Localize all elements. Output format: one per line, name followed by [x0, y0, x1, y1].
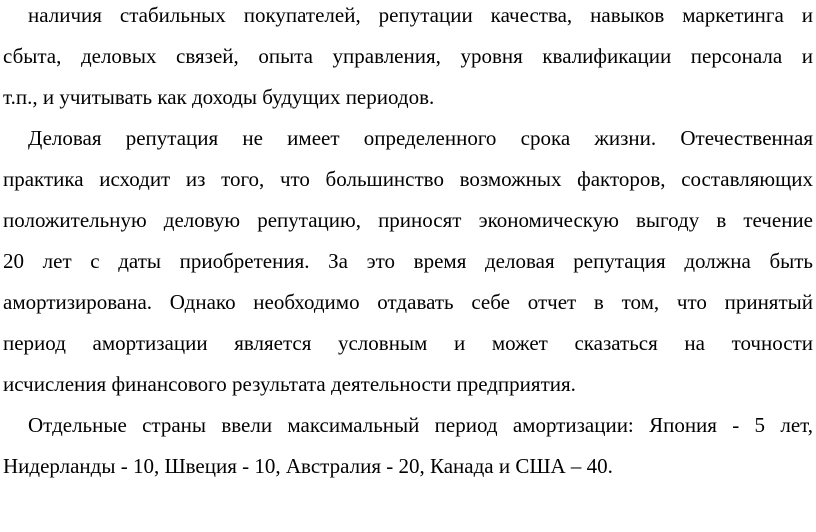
paragraph-3-line-2: Нидерланды - 10, Швеция - 10, Австралия - 20, Канада и США – 40.	[3, 454, 613, 478]
paragraph-2-line-7: исчисления финансового результата деятельности предприятия.	[3, 372, 576, 396]
paragraph-2-line-4: 20 лет с даты приобретения. За это время деловая репутация должна быть	[3, 249, 813, 273]
paragraph-3-line-1: Отдельные страны ввели максимальный период амортизации: Япония - 5 лет,	[28, 413, 813, 437]
paragraph-2-line-1: Деловая репутация не имеет определенного срока жизни. Отечественная	[28, 126, 813, 150]
paragraph-2-line-5: амортизирована. Однако необходимо отдавать себе отчет в том, что принятый	[3, 290, 813, 314]
paragraph-2-line-6: период амортизации является условным и может сказаться на точности	[3, 331, 813, 355]
paragraph-2-line-2: практика исходит из того, что большинство возможных факторов, составляющих	[3, 167, 813, 191]
paragraph-1-line-2: сбыта, деловых связей, опыта управления, уровня квалификации персонала и	[3, 44, 813, 68]
paragraph-1-line-3: т.п., и учитывать как доходы будущих периодов.	[3, 85, 435, 109]
paragraph-2-line-3: положительную деловую репутацию, приносят экономическую выгоду в течение	[3, 208, 813, 232]
paragraph-1-line-1: наличия стабильных покупателей, репутации качества, навыков маркетинга и	[28, 3, 813, 27]
